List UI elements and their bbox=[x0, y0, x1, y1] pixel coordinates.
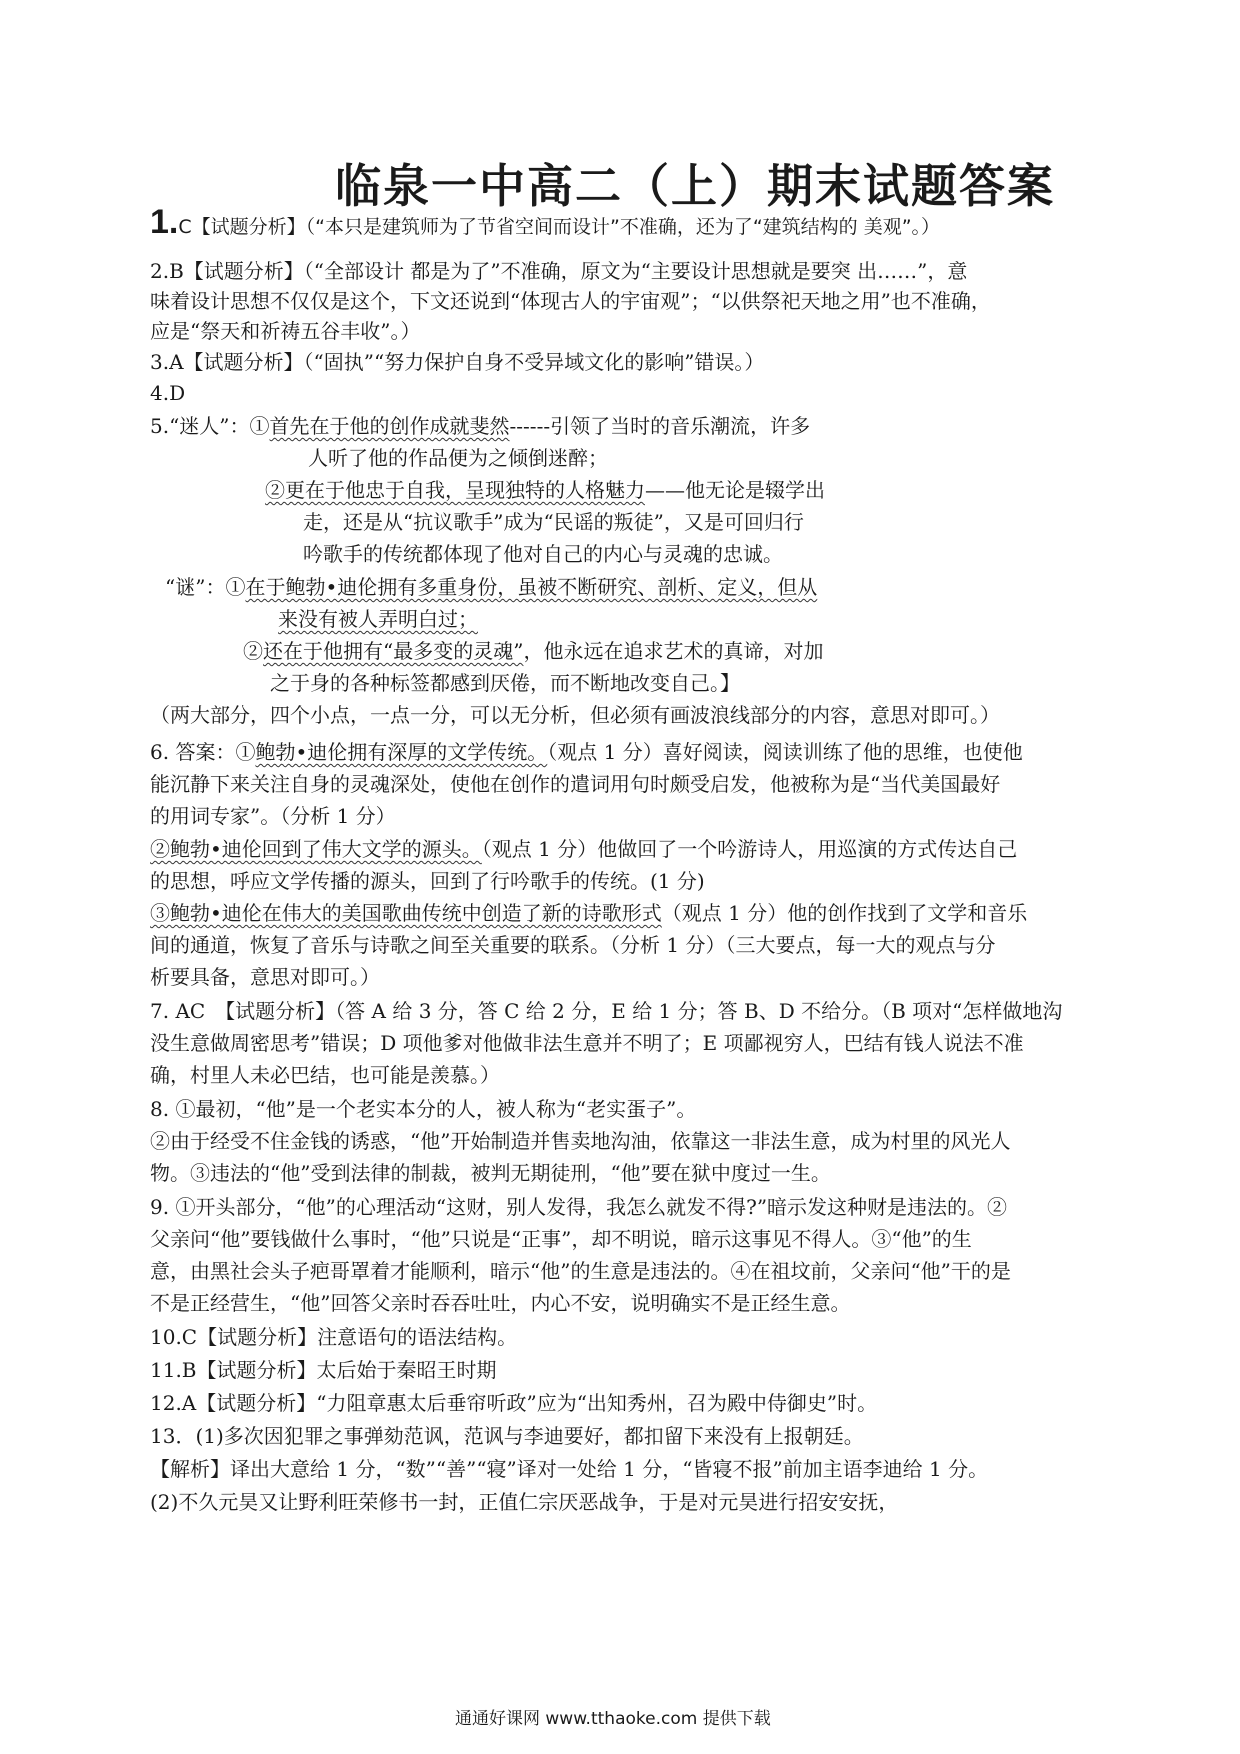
answer-8-line-1: 8. ①最初，“他”是一个老实本分的人，被人称为“老实蛋子”。 bbox=[150, 1097, 697, 1121]
answer-12: 12.A【试题分析】“力阻章惠太后垂帘听政”应为“出知秀州，召为殿中侍御史”时。 bbox=[150, 1391, 878, 1415]
answer-5-l1-pre: 5.“迷人”：① bbox=[150, 414, 270, 438]
answer-5-line-8 bbox=[243, 637, 823, 665]
answer-5-l3-post: ——他无论是辍学出 bbox=[645, 478, 825, 502]
answer-5-line-5: 吟歌手的传统都体现了他对自己的内心与灵魂的忠诚。 bbox=[303, 542, 783, 566]
answer-5-note: （两大部分，四个小点，一点一分，可以无分析，但必须有画波浪线部分的内容，意思对即可。） bbox=[150, 703, 1000, 727]
answer-6-l4-key: ②鲍勃•迪伦回到了伟大文学的源头。 bbox=[150, 837, 482, 861]
answer-5-line-9: 之于身的各种标签都感到厌倦，而不断地改变自己。】 bbox=[270, 671, 740, 695]
answer-6-l4-post: （观点 1 分）他做回了一个吟游诗人，用巡演的方式传达自己 bbox=[481, 837, 1018, 861]
answer-6-l1-key: 鲍勃•迪伦拥有深厚的文学传统。 bbox=[255, 740, 548, 764]
answer-5-line-3 bbox=[265, 476, 825, 504]
answer-5-line-2: 人听了他的作品便为之倾倒迷醉； bbox=[308, 446, 608, 470]
answer-2-line-2: 味着设计思想不仅仅是这个，下文还说到“体现古人的宇宙观”；“以供祭祀天地之用”也不准确， bbox=[150, 289, 991, 313]
answer-9-line-1: 9. ①开头部分，“他”的心理活动“这财，别人发得，我怎么就发不得?”暗示发这种财是违法的。② bbox=[150, 1195, 1008, 1219]
answer-9-line-4: 不是正经营生，“他”回答父亲时吞吞吐吐，内心不安，说明确实不是正经生意。 bbox=[150, 1291, 851, 1315]
answer-5-line-7 bbox=[278, 605, 478, 633]
page-title: 临泉一中高二（上）期末试题答案 bbox=[335, 159, 1055, 213]
page-footer: 通通好课网 www.tthaoke.com 提供下载 bbox=[455, 1709, 771, 1729]
answer-5-l1-key: 首先在于他的创作成就斐然 bbox=[269, 414, 510, 438]
answer-5-l8-pre: ② bbox=[243, 639, 263, 663]
answer-3: 3.A【试题分析】（“固执”“努力保护自身不受异域文化的影响”错误。） bbox=[150, 350, 765, 374]
answer-6-line-1 bbox=[150, 738, 1023, 766]
answer-6-l6-post: （观点 1 分）他的创作找到了文学和音乐 bbox=[661, 901, 1028, 925]
answer-2-line-3: 应是“祭天和祈祷五谷丰收”。） bbox=[150, 319, 421, 343]
answer-6-line-2: 能沉静下来关注自身的灵魂深处，使他在创作的遣词用句时颇受启发，他被称为是“当代美国最好 bbox=[150, 772, 1001, 796]
answer-8-line-3: 物。③违法的“他”受到法律的制裁，被判无期徒刑，“他”要在狱中度过一生。 bbox=[150, 1161, 831, 1185]
answer-9-line-3: 意，由黑社会头子疤哥罩着才能顺利，暗示“他”的生意是违法的。④在祖坟前，父亲问“他”干的是 bbox=[150, 1259, 1011, 1283]
answer-1 bbox=[150, 203, 941, 241]
answer-8-line-2: ②由于经受不住金钱的诱惑，“他”开始制造并售卖地沟油，依靠这一非法生意，成为村里的风光人 bbox=[150, 1129, 1011, 1153]
answer-5-l7-key: 来没有被人弄明白过； bbox=[278, 607, 478, 631]
answer-6-l6-key: ③鲍勃•迪伦在伟大的美国歌曲传统中创造了新的诗歌形式 bbox=[150, 901, 662, 925]
answer-13-line-2: 【解析】译出大意给 1 分，“数”“善”“寝”译对一处给 1 分，“皆寝不报”前加主语李迪给 1 分。 bbox=[150, 1457, 989, 1481]
answer-6-l1-pre: 6. 答案：① bbox=[150, 740, 256, 764]
answer-6-line-5: 的思想，呼应文学传播的源头，回到了行吟歌手的传统。(1 分) bbox=[150, 869, 705, 893]
answer-5-l6-key: 在于鲍勃•迪伦拥有多重身份，虽被不断研究、剖析、定义，但从 bbox=[245, 575, 818, 599]
answer-11: 11.B【试题分析】太后始于秦昭王时期 bbox=[150, 1358, 497, 1382]
answer-6-line-7: 间的通道，恢复了音乐与诗歌之间至关重要的联系。（分析 1 分）（三大要点，每一大的观点与分 bbox=[150, 933, 996, 957]
answer-6-line-3: 的用词专家”。（分析 1 分） bbox=[150, 804, 396, 828]
answer-1-number: 1. bbox=[150, 203, 179, 241]
answer-1-text: C【试题分析】（“本只是建筑师为了节省空间而设计”不准确，还为了“建筑结构的 美观”。） bbox=[178, 216, 941, 238]
answer-7-line-3: 确，村里人未必巴结，也可能是羡慕。） bbox=[150, 1063, 500, 1087]
answer-5-l3-key: ②更在于他忠于自我，呈现独特的人格魅力 bbox=[265, 478, 645, 502]
answer-4: 4.D bbox=[150, 381, 186, 405]
answer-9-line-2: 父亲问“他”要钱做什么事时，“他”只说是“正事”，却不明说，暗示这事见不得人。③“他”的生 bbox=[150, 1227, 972, 1251]
answer-10: 10.C【试题分析】注意语句的语法结构。 bbox=[150, 1325, 518, 1349]
answer-5-line-6 bbox=[165, 573, 817, 601]
answer-6-line-8: 析要具备，意思对即可。） bbox=[150, 965, 380, 989]
answer-5-l6-pre: “谜”：① bbox=[165, 575, 246, 599]
answer-5-line-4: 走，还是从“抗议歌手”成为“民谣的叛徒”，又是可回归行 bbox=[303, 510, 804, 534]
answer-6-line-6 bbox=[150, 899, 1027, 927]
answer-6-line-4 bbox=[150, 835, 1017, 863]
answer-5-l8-key: 还在于他拥有“最多变的灵魂” bbox=[263, 639, 524, 663]
answer-2-line-1: 2.B【试题分析】（“全部设计 都是为了”不准确，原文为“主要设计思想就是要突 出……”，意 bbox=[150, 259, 968, 283]
answer-5-l1-post: ------引领了当时的音乐潮流，许多 bbox=[509, 414, 811, 438]
answer-6-l1-post: （观点 1 分）喜好阅读，阅读训练了他的思维，也使他 bbox=[547, 740, 1023, 764]
answer-5-l8-post: ，他永远在追求艺术的真谛，对加 bbox=[523, 639, 824, 663]
answer-5-line-1 bbox=[150, 412, 810, 440]
answer-7-line-2: 没生意做周密思考”错误；D 项他爹对他做非法生意并不明了；E 项鄙视穷人，巴结有钱人说法不准 bbox=[150, 1031, 1024, 1055]
answer-13-line-1: 13．(1)多次因犯罪之事弹劾范讽，范讽与李迪要好，都扣留下来没有上报朝廷。 bbox=[150, 1424, 864, 1448]
answer-13-line-3: (2)不久元昊又让野利旺荣修书一封，正值仁宗厌恶战争，于是对元昊进行招安安抚， bbox=[150, 1490, 899, 1514]
answer-7-line-1: 7. AC 【试题分析】（答 A 给 3 分，答 C 给 2 分，E 给 1 分；答 B、D 不给分。（B 项对“怎样做地沟 bbox=[150, 999, 1063, 1023]
